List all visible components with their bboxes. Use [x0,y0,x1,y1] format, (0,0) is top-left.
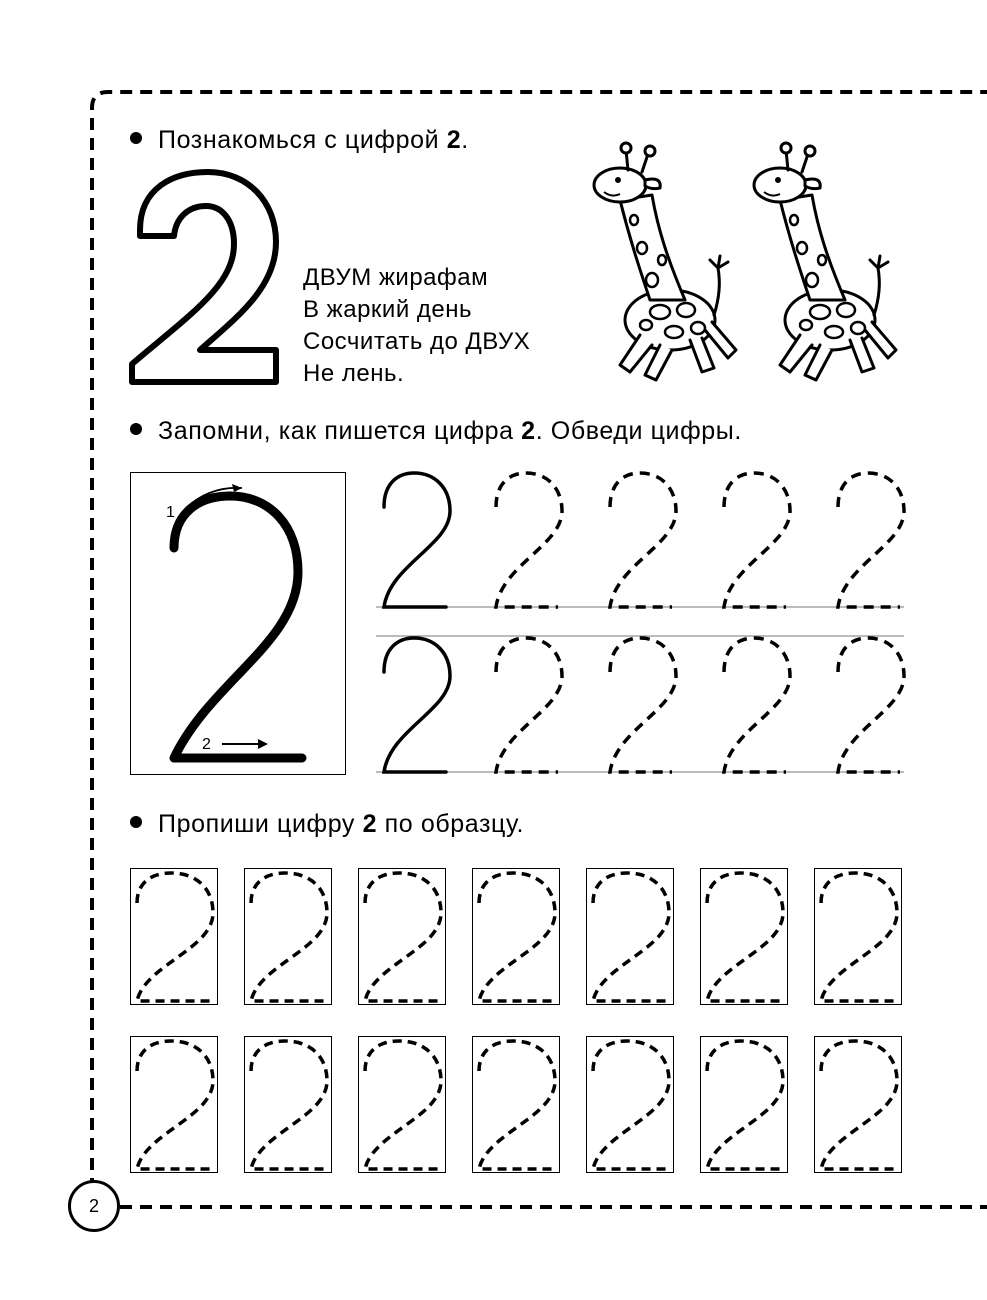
practice-digit-guide [815,1037,903,1174]
bullet [130,132,142,144]
practice-digit-guide [245,869,333,1006]
practice-cell[interactable] [586,1036,674,1173]
stroke-step-1: 1 [166,504,175,521]
poem-line: ДВУМ жирафам [303,264,489,291]
intro-text: Познакомься с цифрой [158,126,440,154]
practice-cell[interactable] [586,868,674,1005]
trace-digit[interactable] [496,638,562,772]
trace-digit[interactable] [838,473,904,607]
practice-cell[interactable] [358,868,446,1005]
practice-cell[interactable] [358,1036,446,1173]
practice-cell[interactable] [130,868,218,1005]
giraffe-icon [750,140,900,390]
practice-digit-guide [131,1037,219,1174]
practice-cell[interactable] [700,868,788,1005]
practice-cell[interactable] [244,1036,332,1173]
write-instruction [130,810,524,839]
write-instruction-rest: по образцу. [384,810,525,838]
intro-line [130,126,469,155]
trace-digit[interactable] [610,473,676,607]
practice-cell[interactable] [700,1036,788,1173]
stroke-step-2: 2 [202,736,211,753]
stroke-guide-digit [130,472,346,775]
practice-digit-guide [359,1037,447,1174]
practice-digit-guide [131,869,219,1006]
trace-instruction-rest: . Обведи цифры. [535,417,742,445]
practice-cell[interactable] [814,868,902,1005]
trace-instruction-text: Запомни, как пишется цифра [158,417,514,445]
giraffe-icon [590,140,740,390]
practice-cell[interactable] [472,1036,560,1173]
trace-digit[interactable] [838,638,904,772]
write-instruction-digit: 2 [362,810,378,838]
practice-digit-guide [701,1037,789,1174]
page-number: 2 [68,1180,120,1232]
practice-cell[interactable] [814,1036,902,1173]
trace-area [370,465,910,785]
big-outline-digit [128,168,288,388]
practice-digit-guide [359,869,447,1006]
practice-digit-guide [587,869,675,1006]
practice-cell[interactable] [244,868,332,1005]
poem-line: В жаркий день [303,296,473,323]
practice-digit-guide [473,869,561,1006]
bullet [130,816,142,828]
sample-digit [384,638,450,772]
poem-line: Не лень. [303,360,405,387]
practice-cell[interactable] [472,868,560,1005]
intro-end: . [461,126,469,154]
intro-digit: 2 [446,126,462,154]
trace-digit[interactable] [610,638,676,772]
trace-instruction-digit: 2 [521,417,536,445]
sample-digit [384,473,450,607]
poem-line: Сосчитать до ДВУХ [303,328,531,355]
trace-digit[interactable] [496,473,562,607]
practice-digit-guide [815,869,903,1006]
practice-digit-guide [701,869,789,1006]
trace-instruction [130,417,742,446]
bullet [130,423,142,435]
practice-cell[interactable] [130,1036,218,1173]
write-instruction-text: Пропиши цифру [158,810,356,838]
poem [303,262,530,390]
trace-digit[interactable] [724,638,790,772]
trace-digit[interactable] [724,473,790,607]
practice-digit-guide [245,1037,333,1174]
practice-digit-guide [587,1037,675,1174]
practice-digit-guide [473,1037,561,1174]
